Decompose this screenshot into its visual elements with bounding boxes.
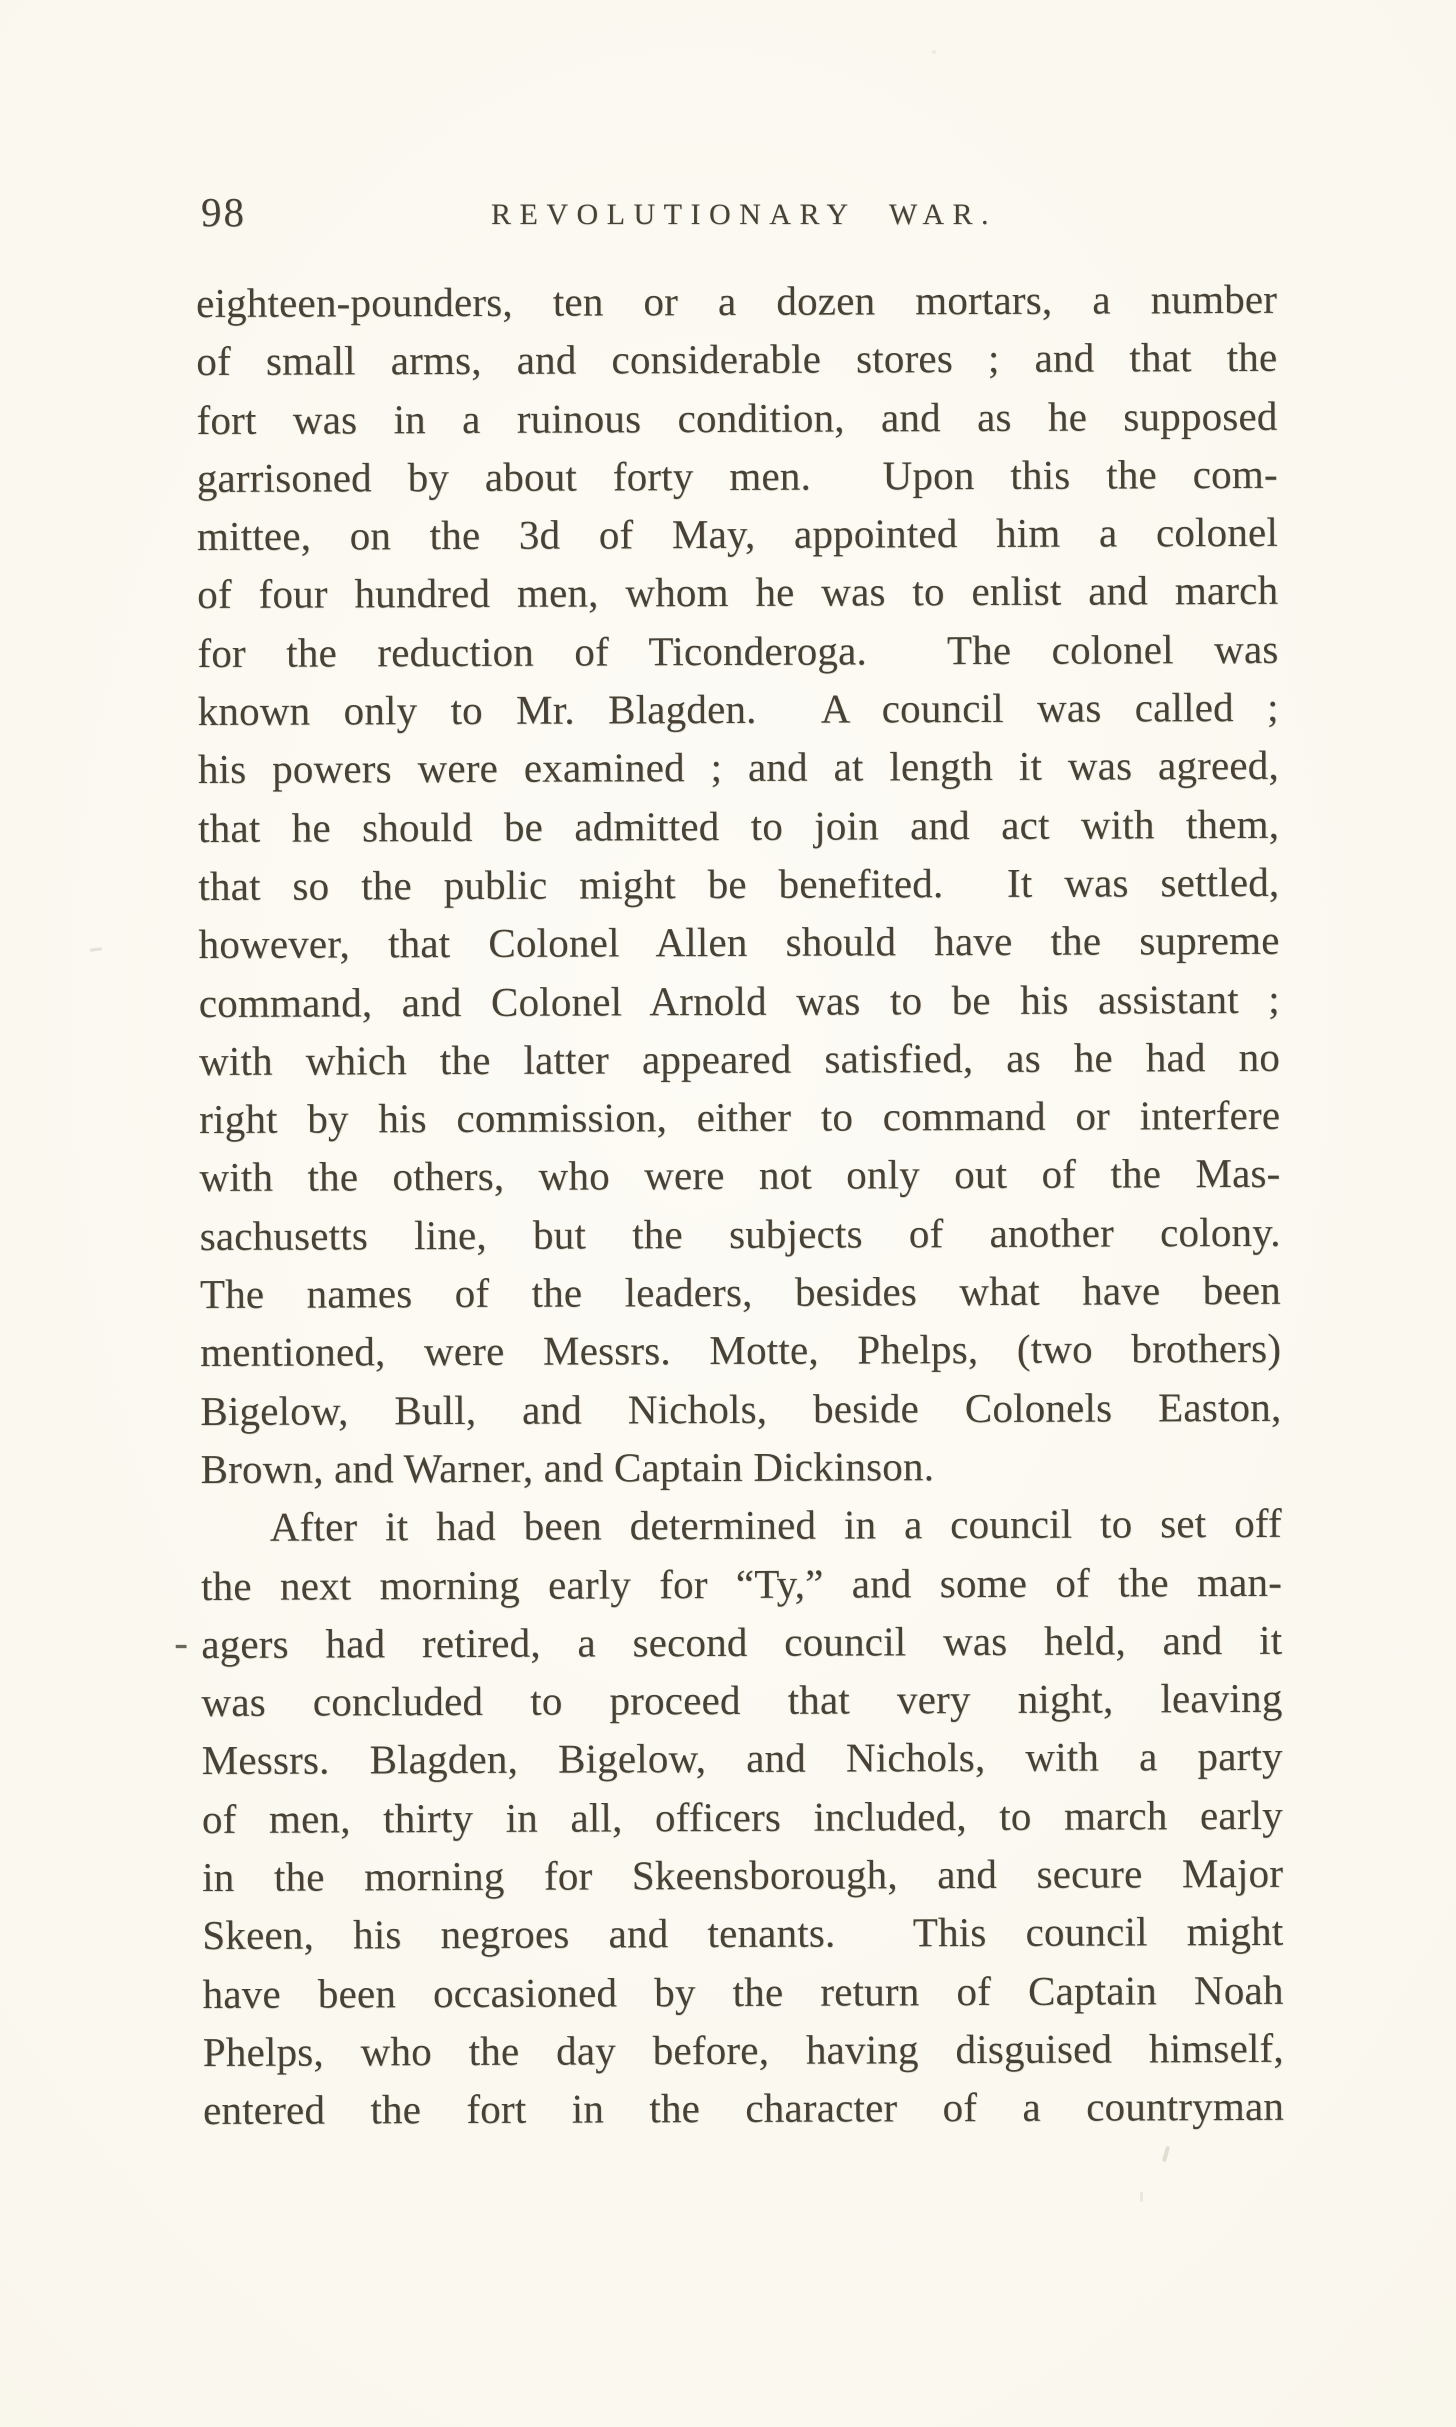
text-line: entered the fort in the character of a countryman [202, 2083, 1285, 2134]
page-number: 98 [201, 189, 246, 235]
text-line: After it had been determined in a council to set off [269, 1500, 1282, 1550]
text-line: Brown, and Warner, and Captain Dickinson. [200, 1443, 935, 1492]
text-line: garrisoned by about forty men. Upon this the com- [196, 450, 1278, 501]
text-line: - agers had retired, a second council was held, and it [201, 1611, 1282, 1673]
text-line: have been occasioned by the return of Captain Noah [202, 1966, 1284, 2017]
running-header: REVOLUTIONARY WAR. [491, 198, 997, 231]
text-line: The names of the leaders, besides what have been [199, 1266, 1281, 1318]
text-line: command, and Colonel Arnold was to be his assistant ; [198, 975, 1280, 1026]
text-line: mentioned, were Messrs. Motte, Phelps, (two brothers) [200, 1325, 1282, 1376]
text-line: for the reduction of Ticonderoga. The colonel was [197, 625, 1279, 676]
text-line: the next morning early for “Ty,” and some of the man- [200, 1558, 1283, 1609]
text-line: eighteen-pounders, ten or a dozen mortars, a number [196, 275, 1278, 326]
scan-speck [90, 947, 102, 952]
text-line: of small arms, and considerable stores ; and that the [196, 334, 1278, 385]
text-line: Skeen, his negroes and tenants. This council might [202, 1908, 1284, 1959]
text-line: however, that Colonel Allen should have the supreme [198, 917, 1280, 968]
text-line: with which the latter appeared satisfied, as he had no [198, 1033, 1281, 1084]
text-line: Bigelow, Bull, and Nichols, beside Colonels Easton, [200, 1383, 1282, 1434]
text-line: known only to Mr. Blagden. A council was called ; [197, 683, 1279, 735]
text-line: sachusetts line, but the subjects of another colony. [199, 1208, 1281, 1259]
text-line: with the others, who were not only out of the Mas- [199, 1150, 1281, 1201]
text-line: fort was in a ruinous condition, and as he supposed [196, 392, 1278, 443]
text-line: his powers were examined ; and at length it was agreed, [197, 742, 1279, 793]
text-line: that he should be admitted to join and act with them, [198, 800, 1280, 851]
margin-hyphen: - [174, 1618, 189, 1665]
text-line: right by his commission, either to command or interfere [199, 1091, 1281, 1143]
text-line: Phelps, who the day before, having disguised himself, [202, 2024, 1284, 2075]
text-line: was concluded to proceed that very night, leaving [201, 1674, 1283, 1726]
scan-speck [1162, 2146, 1170, 2162]
text-line: mittee, on the 3d of May, appointed him a colonel [196, 509, 1279, 560]
scan-speck [1140, 2192, 1143, 2202]
text-line: in the morning for Skeensborough, and secure Major [202, 1849, 1284, 1901]
text-line: of four hundred men, whom he was to enlist and march [197, 567, 1279, 618]
text-line: that so the public might be benefited. It was settled, [198, 858, 1280, 909]
body-text [174, 270, 1285, 2140]
scan-speck [932, 50, 936, 54]
text-line: Messrs. Blagden, Bigelow, and Nichols, with a party [201, 1733, 1283, 1784]
text-line: of men, thirty in all, officers included, to march early [201, 1791, 1284, 1842]
